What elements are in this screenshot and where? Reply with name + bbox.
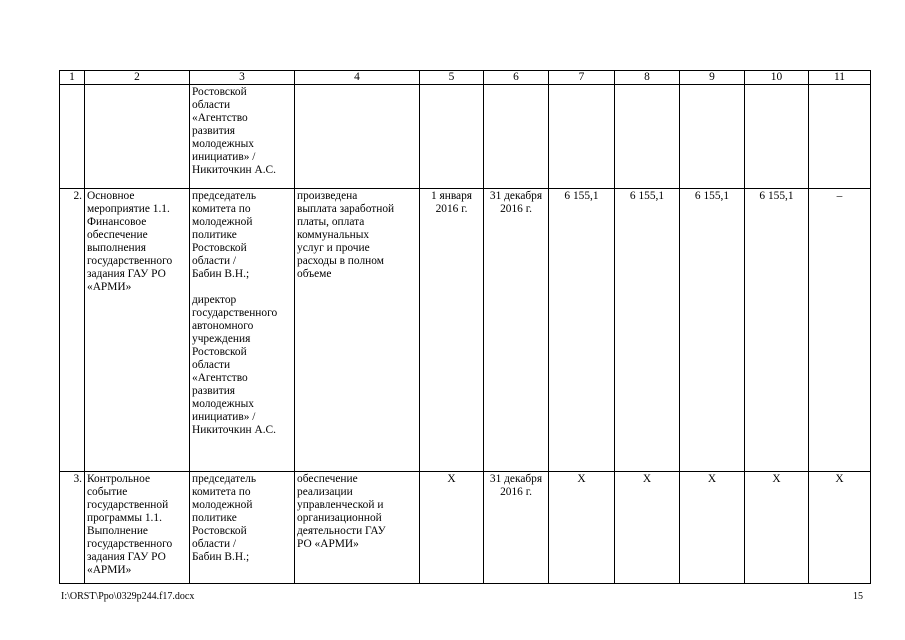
end-date-cell <box>484 189 549 472</box>
cell-line: 2016 г. <box>500 203 532 215</box>
cell-line: Основное <box>87 190 135 202</box>
cell-line: событие <box>87 486 128 498</box>
header-cell: 1 <box>60 71 85 85</box>
cell-line: Ростовской <box>192 525 247 537</box>
table-cell <box>85 85 190 189</box>
cell-line: политике <box>192 229 237 241</box>
cell-line: председатель <box>192 190 257 202</box>
cell-line: развития <box>192 125 236 137</box>
cell-line: 2016 г. <box>500 486 532 498</box>
table-cell <box>809 85 871 189</box>
cell-line: области / <box>192 538 237 550</box>
cell-line: молодежной <box>192 216 253 228</box>
cell-line: объеме <box>297 268 332 280</box>
cell-line: Бабин В.Н.; <box>192 268 250 280</box>
header-cell: 10 <box>745 71 809 85</box>
cell-line: реализации <box>297 486 353 498</box>
header-cell: 9 <box>680 71 745 85</box>
page-number: 15 <box>853 591 863 602</box>
cell-line: государственного <box>87 538 173 550</box>
cell-line: задания ГАУ РО <box>87 268 166 280</box>
cell-line: управленческой и <box>297 499 384 511</box>
cell-line: автономного <box>192 320 254 332</box>
cell-line: платы, оплата <box>297 216 365 228</box>
start-date-cell <box>420 189 484 472</box>
amount-cell: X <box>680 472 745 584</box>
table-header-row <box>60 71 871 85</box>
cell-line: государственного <box>87 255 173 267</box>
cell-line: комитета по <box>192 486 251 498</box>
result-cell <box>295 189 420 472</box>
table-cell <box>549 85 615 189</box>
cell-line: организационной <box>297 512 382 524</box>
cell-line: 31 декабря <box>489 190 543 202</box>
table-cell <box>60 85 85 189</box>
end-date-cell <box>484 472 549 584</box>
cell-line: области <box>192 359 231 371</box>
header-cell: 6 <box>484 71 549 85</box>
cell-line: молодежных <box>192 138 254 150</box>
cell-line: учреждения <box>192 333 251 345</box>
cell-line: обеспечение <box>297 473 358 485</box>
cell-line: комитета по <box>192 203 251 215</box>
result-cell <box>295 472 420 584</box>
header-cell: 3 <box>190 71 295 85</box>
cell-line: Никиточкин А.С. <box>192 164 276 176</box>
cell-line: произведена <box>297 190 358 202</box>
cell-line: председатель <box>192 473 257 485</box>
cell-line: «АРМИ» <box>87 564 132 576</box>
cell-line: обеспечение <box>87 229 148 241</box>
cell-line: Ростовской <box>192 242 247 254</box>
cell-line: «АРМИ» <box>87 281 132 293</box>
responsible-cell <box>190 472 295 584</box>
cell-line: РО «АРМИ» <box>297 538 359 550</box>
amount-cell: X <box>745 472 809 584</box>
cell-line: области <box>192 99 231 111</box>
table-cell <box>420 85 484 189</box>
cell-line: Контрольное <box>87 473 151 485</box>
cell-line: директор <box>192 294 237 306</box>
amount-cell: X <box>809 472 871 584</box>
cell-line: Ростовской <box>192 346 247 358</box>
amount-cell: – <box>809 189 871 472</box>
cell-line: мероприятие 1.1. <box>87 203 170 215</box>
amount-cell: X <box>549 472 615 584</box>
cell-line: 31 декабря <box>489 473 543 485</box>
cell-line: развития <box>192 385 236 397</box>
cell-line: выполнения <box>87 242 146 254</box>
cell-line: Выполнение <box>87 525 148 537</box>
header-cell: 11 <box>809 71 871 85</box>
responsible-cell <box>190 189 295 472</box>
amount-cell: 6 155,1 <box>745 189 809 472</box>
header-cell: 7 <box>549 71 615 85</box>
cell-line: «Агентство <box>192 112 248 124</box>
cell-line: области / <box>192 255 237 267</box>
table-row <box>60 472 871 584</box>
table-row <box>60 189 871 472</box>
activity-table <box>59 70 871 584</box>
cell-line: молодежной <box>192 499 253 511</box>
cell-line: коммунальных <box>297 229 370 241</box>
row-number: 2. <box>60 189 85 472</box>
amount-cell: 6 155,1 <box>549 189 615 472</box>
cell-line: деятельности ГАУ <box>297 525 386 537</box>
cell-line: государственного <box>192 307 278 319</box>
table-cell <box>680 85 745 189</box>
table-row <box>60 85 871 189</box>
cell-line: выплата заработной <box>297 203 395 215</box>
cell-line: Бабин В.Н.; <box>192 551 250 563</box>
table-cell <box>295 85 420 189</box>
header-cell: 5 <box>420 71 484 85</box>
cell-line: инициатив» / <box>192 411 256 423</box>
cell-line: услуг и прочие <box>297 242 370 254</box>
cell-line: задания ГАУ РО <box>87 551 166 563</box>
header-cell: 8 <box>615 71 680 85</box>
table-cell <box>484 85 549 189</box>
cell-line: программы 1.1. <box>87 512 162 524</box>
responsible-cell <box>190 85 295 189</box>
header-cell: 2 <box>85 71 190 85</box>
cell-line: политике <box>192 512 237 524</box>
activity-name-cell <box>85 189 190 472</box>
cell-line: 2016 г. <box>435 203 468 215</box>
cell-line: 1 января <box>430 190 473 202</box>
line-gap <box>192 281 292 294</box>
cell-line: расходы в полном <box>297 255 384 267</box>
cell-line: молодежных <box>192 398 254 410</box>
start-date-cell: X <box>420 472 484 584</box>
cell-line: Никиточкин А.С. <box>192 424 276 436</box>
amount-cell: 6 155,1 <box>680 189 745 472</box>
file-path: I:\ORST\Ppo\0329p244.f17.docx <box>61 591 195 602</box>
cell-line: государственной <box>87 499 169 511</box>
row-number: 3. <box>60 472 85 584</box>
cell-line: «Агентство <box>192 372 248 384</box>
table-cell <box>615 85 680 189</box>
table-cell <box>745 85 809 189</box>
cell-line: Финансовое <box>87 216 147 228</box>
amount-cell: 6 155,1 <box>615 189 680 472</box>
header-cell: 4 <box>295 71 420 85</box>
cell-line: Ростовской <box>192 86 247 98</box>
cell-line: инициатив» / <box>192 151 256 163</box>
activity-name-cell <box>85 472 190 584</box>
amount-cell: X <box>615 472 680 584</box>
